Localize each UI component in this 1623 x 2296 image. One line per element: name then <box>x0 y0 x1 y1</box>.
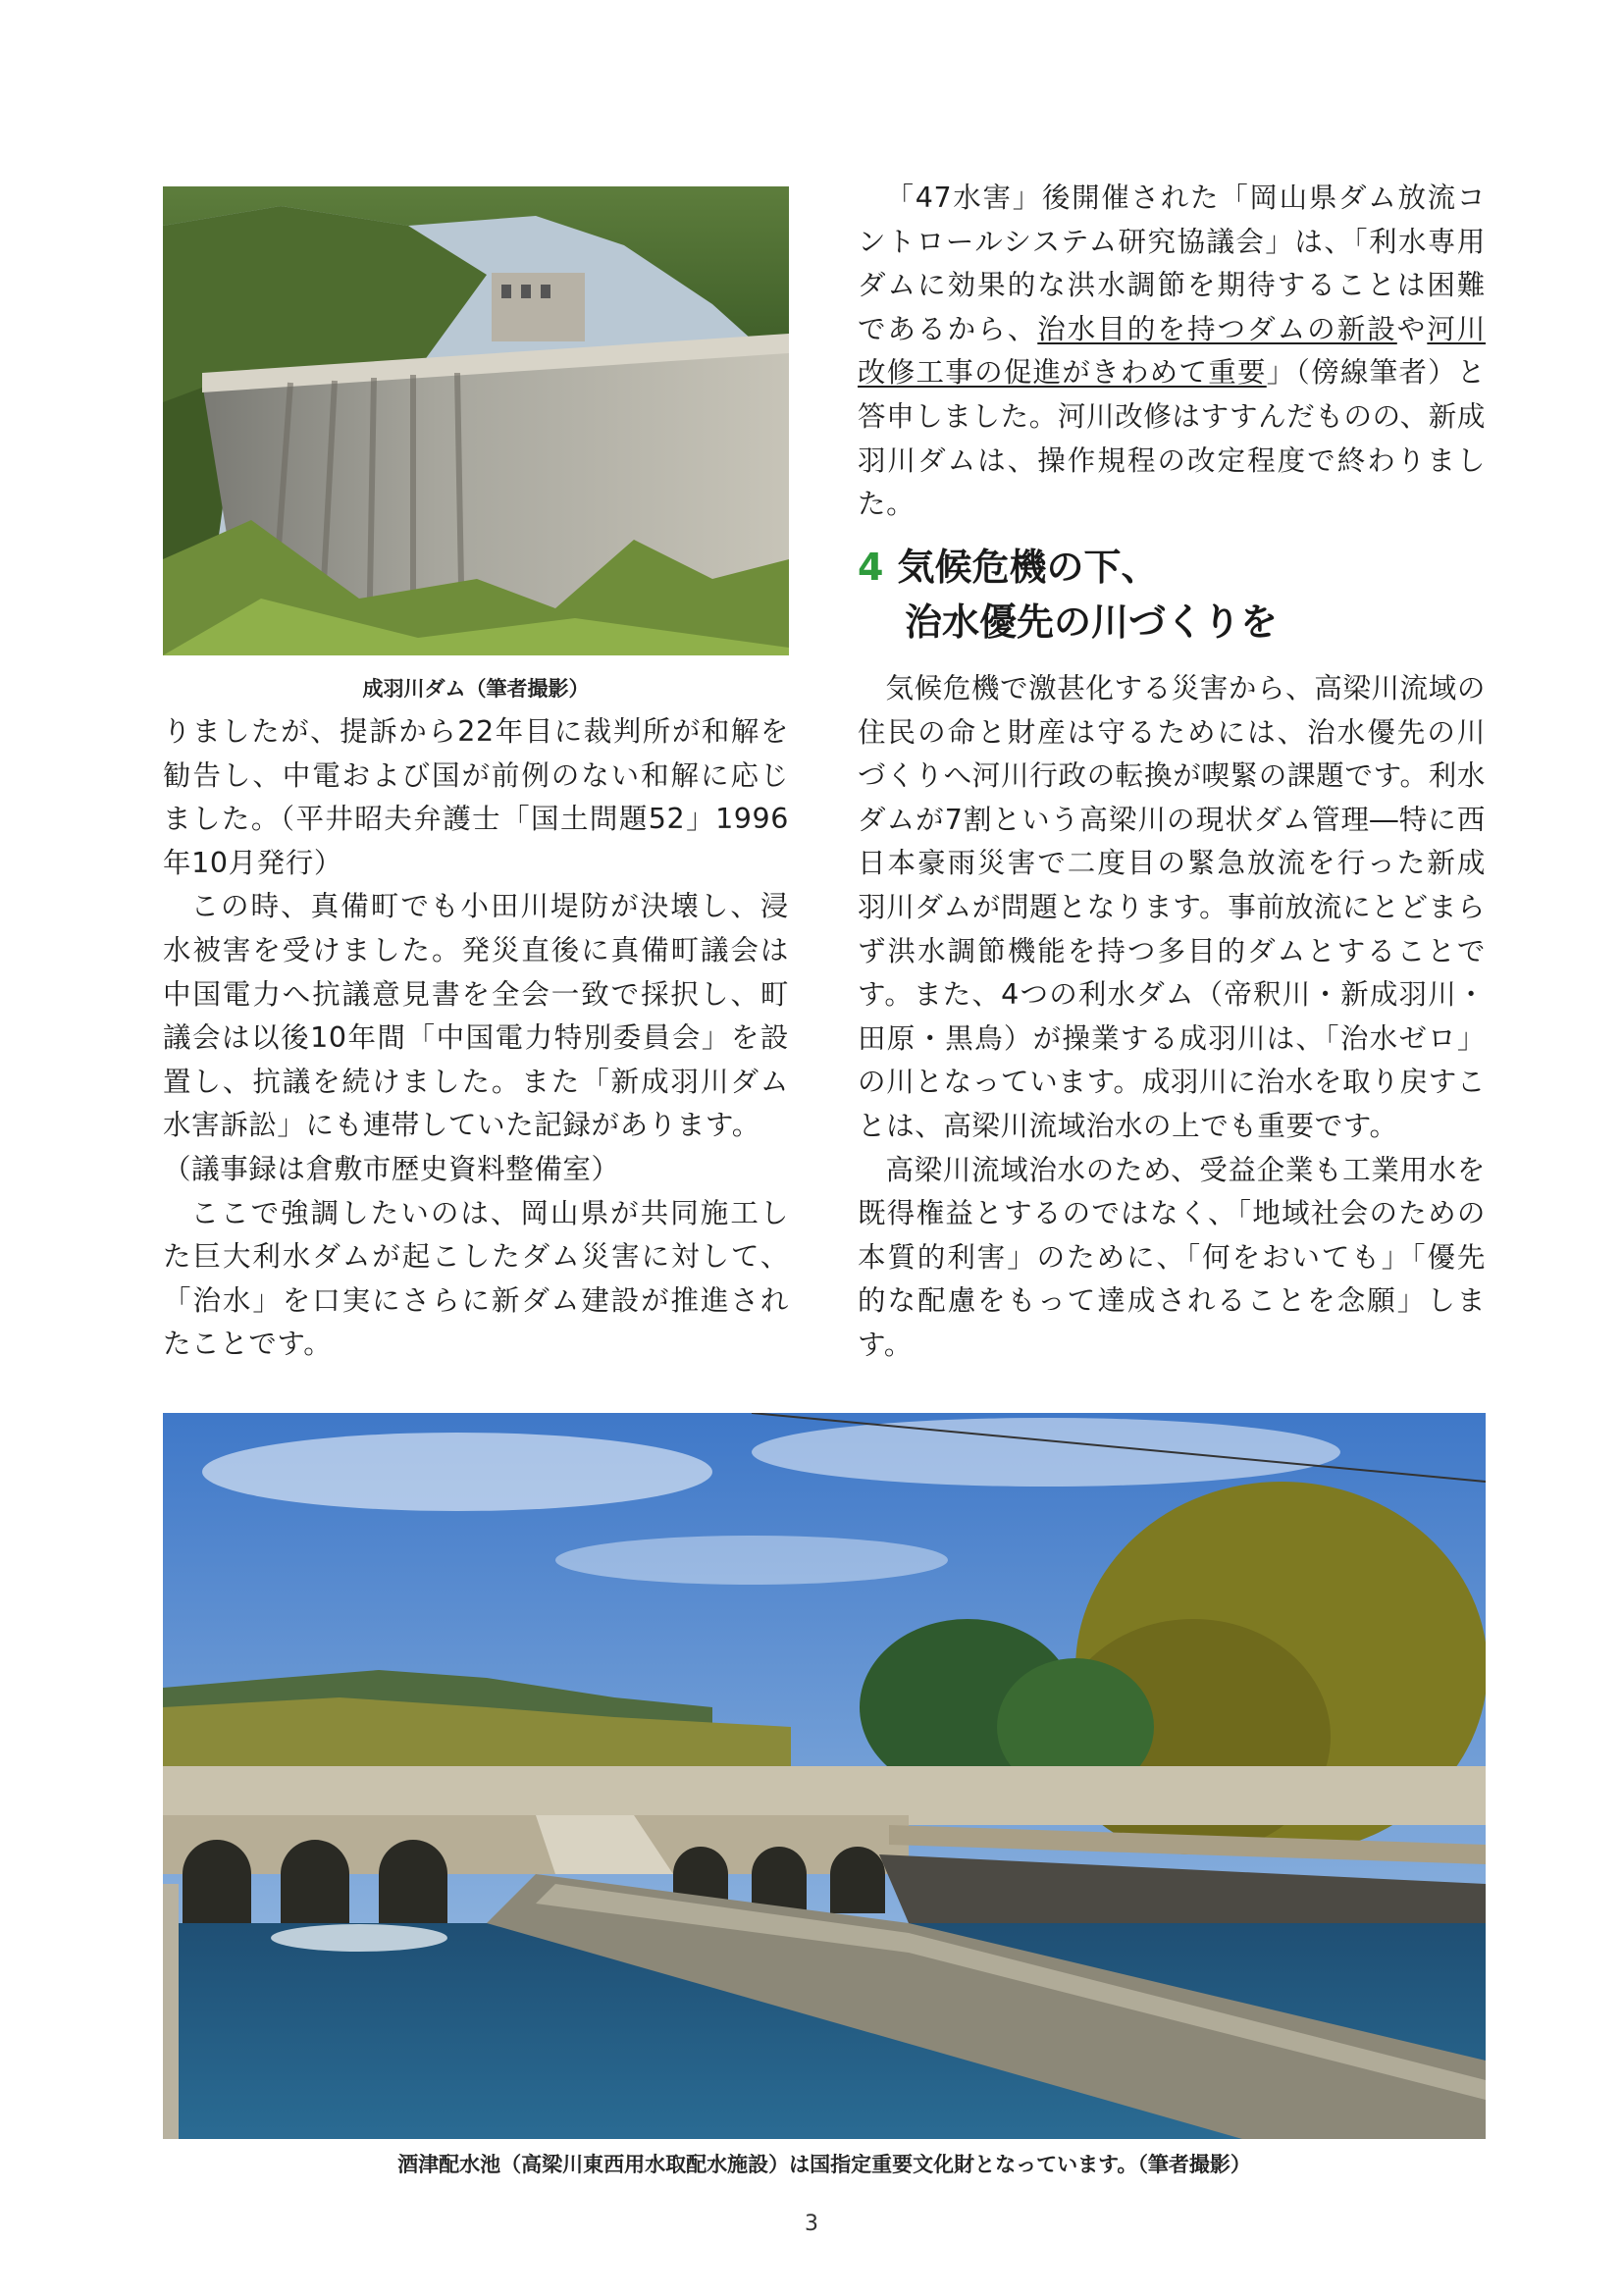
left-paragraph: りましたが、提訴から22年目に裁判所が和解を勧告し、中電および国が前例のない和解に応じました。（平井昭夫弁護士「国土問題52」1996年10月発行） <box>163 715 789 879</box>
right-paragraph-2: 気候危機で激甚化する災害から、高梁川流域の住民の命と財産は守るためには、治水優先の川づくりへ河川行政の転換が喫緊の課題です。利水ダムが7割という高梁川の現状ダム管理―特に西日本豪雨災害で二度目の緊急放流を行った新成羽川ダムが問題となります。事前放流にとどまらず洪水調節機能を持つ多目的ダムとすることです。また、4つの利水ダム（帝釈川・新成羽川・田原・黒鳥）が操業する成羽川は、「治水ゼロ」の川となっています。成羽川に治水を取り戻すことは、高梁川流域治水の上でも重要です。 <box>858 672 1486 1142</box>
reservoir-photo <box>163 1413 1486 2139</box>
left-column <box>163 710 789 1367</box>
underlined-text: 河川改修工事の促進がきわめて重要 <box>858 312 1486 390</box>
right-column-top <box>858 177 1486 527</box>
text-run: 」（傍線筆者）と答申しました。河川改修はすすんだものの、新成羽川ダムは、操作規程の改定程度で終わりました。 <box>858 356 1486 521</box>
dam-photo <box>163 186 789 655</box>
section-title-line1: 気候危機の下、 <box>897 546 1159 589</box>
right-column-bottom <box>858 667 1486 1368</box>
right-paragraph-3: 高梁川流域治水のため、受益企業も工業用水を既得権益とするのではなく、「地域社会のための本質的利害」のために、「何をおいても」「優先的な配慮をもって達成されることを念願」します。 <box>858 1153 1486 1361</box>
text-run: や <box>1396 312 1428 345</box>
text-run: 「47水害」後開催された「岡山県ダム放流コントロールシステム研究協議会」は、「利水専用ダムに効果的な洪水調節を期待することは困難であるから、 <box>858 182 1486 345</box>
section-number: 4 <box>858 546 884 589</box>
page-number: 3 <box>805 2212 818 2236</box>
underlined-text: 治水目的を持つダムの新設 <box>1037 312 1397 345</box>
left-paragraph: （議事録は倉敷市歴史資料整備室） <box>163 1152 620 1185</box>
right-paragraph-1 <box>858 177 1486 527</box>
left-paragraph: ここで強調したいのは、岡山県が共同施工した巨大利水ダムが起こしたダム災害に対して、「治水」を口実にさらに新ダム建設が推進されたことです。 <box>163 1196 789 1361</box>
section-heading <box>858 540 1278 650</box>
left-paragraph: この時、真備町でも小田川堤防が決壊し、浸水被害を受けました。発災直後に真備町議会は中国電力へ抗議意見書を全会一致で採択し、町議会は以後10年間「中国電力特別委員会」を設置し、抗議を続けました。また「新成羽川ダム水害訴訟」にも連帯していた記録があります。 <box>163 890 789 1142</box>
section-title-line2: 治水優先の川づくりを <box>905 600 1279 644</box>
dam-photo-caption: 成羽川ダム（筆者撮影） <box>362 677 590 701</box>
reservoir-photo-caption: 酒津配水池（高梁川東西用水取配水施設）は国指定重要文化財となっています。（筆者撮影） <box>397 2153 1251 2176</box>
